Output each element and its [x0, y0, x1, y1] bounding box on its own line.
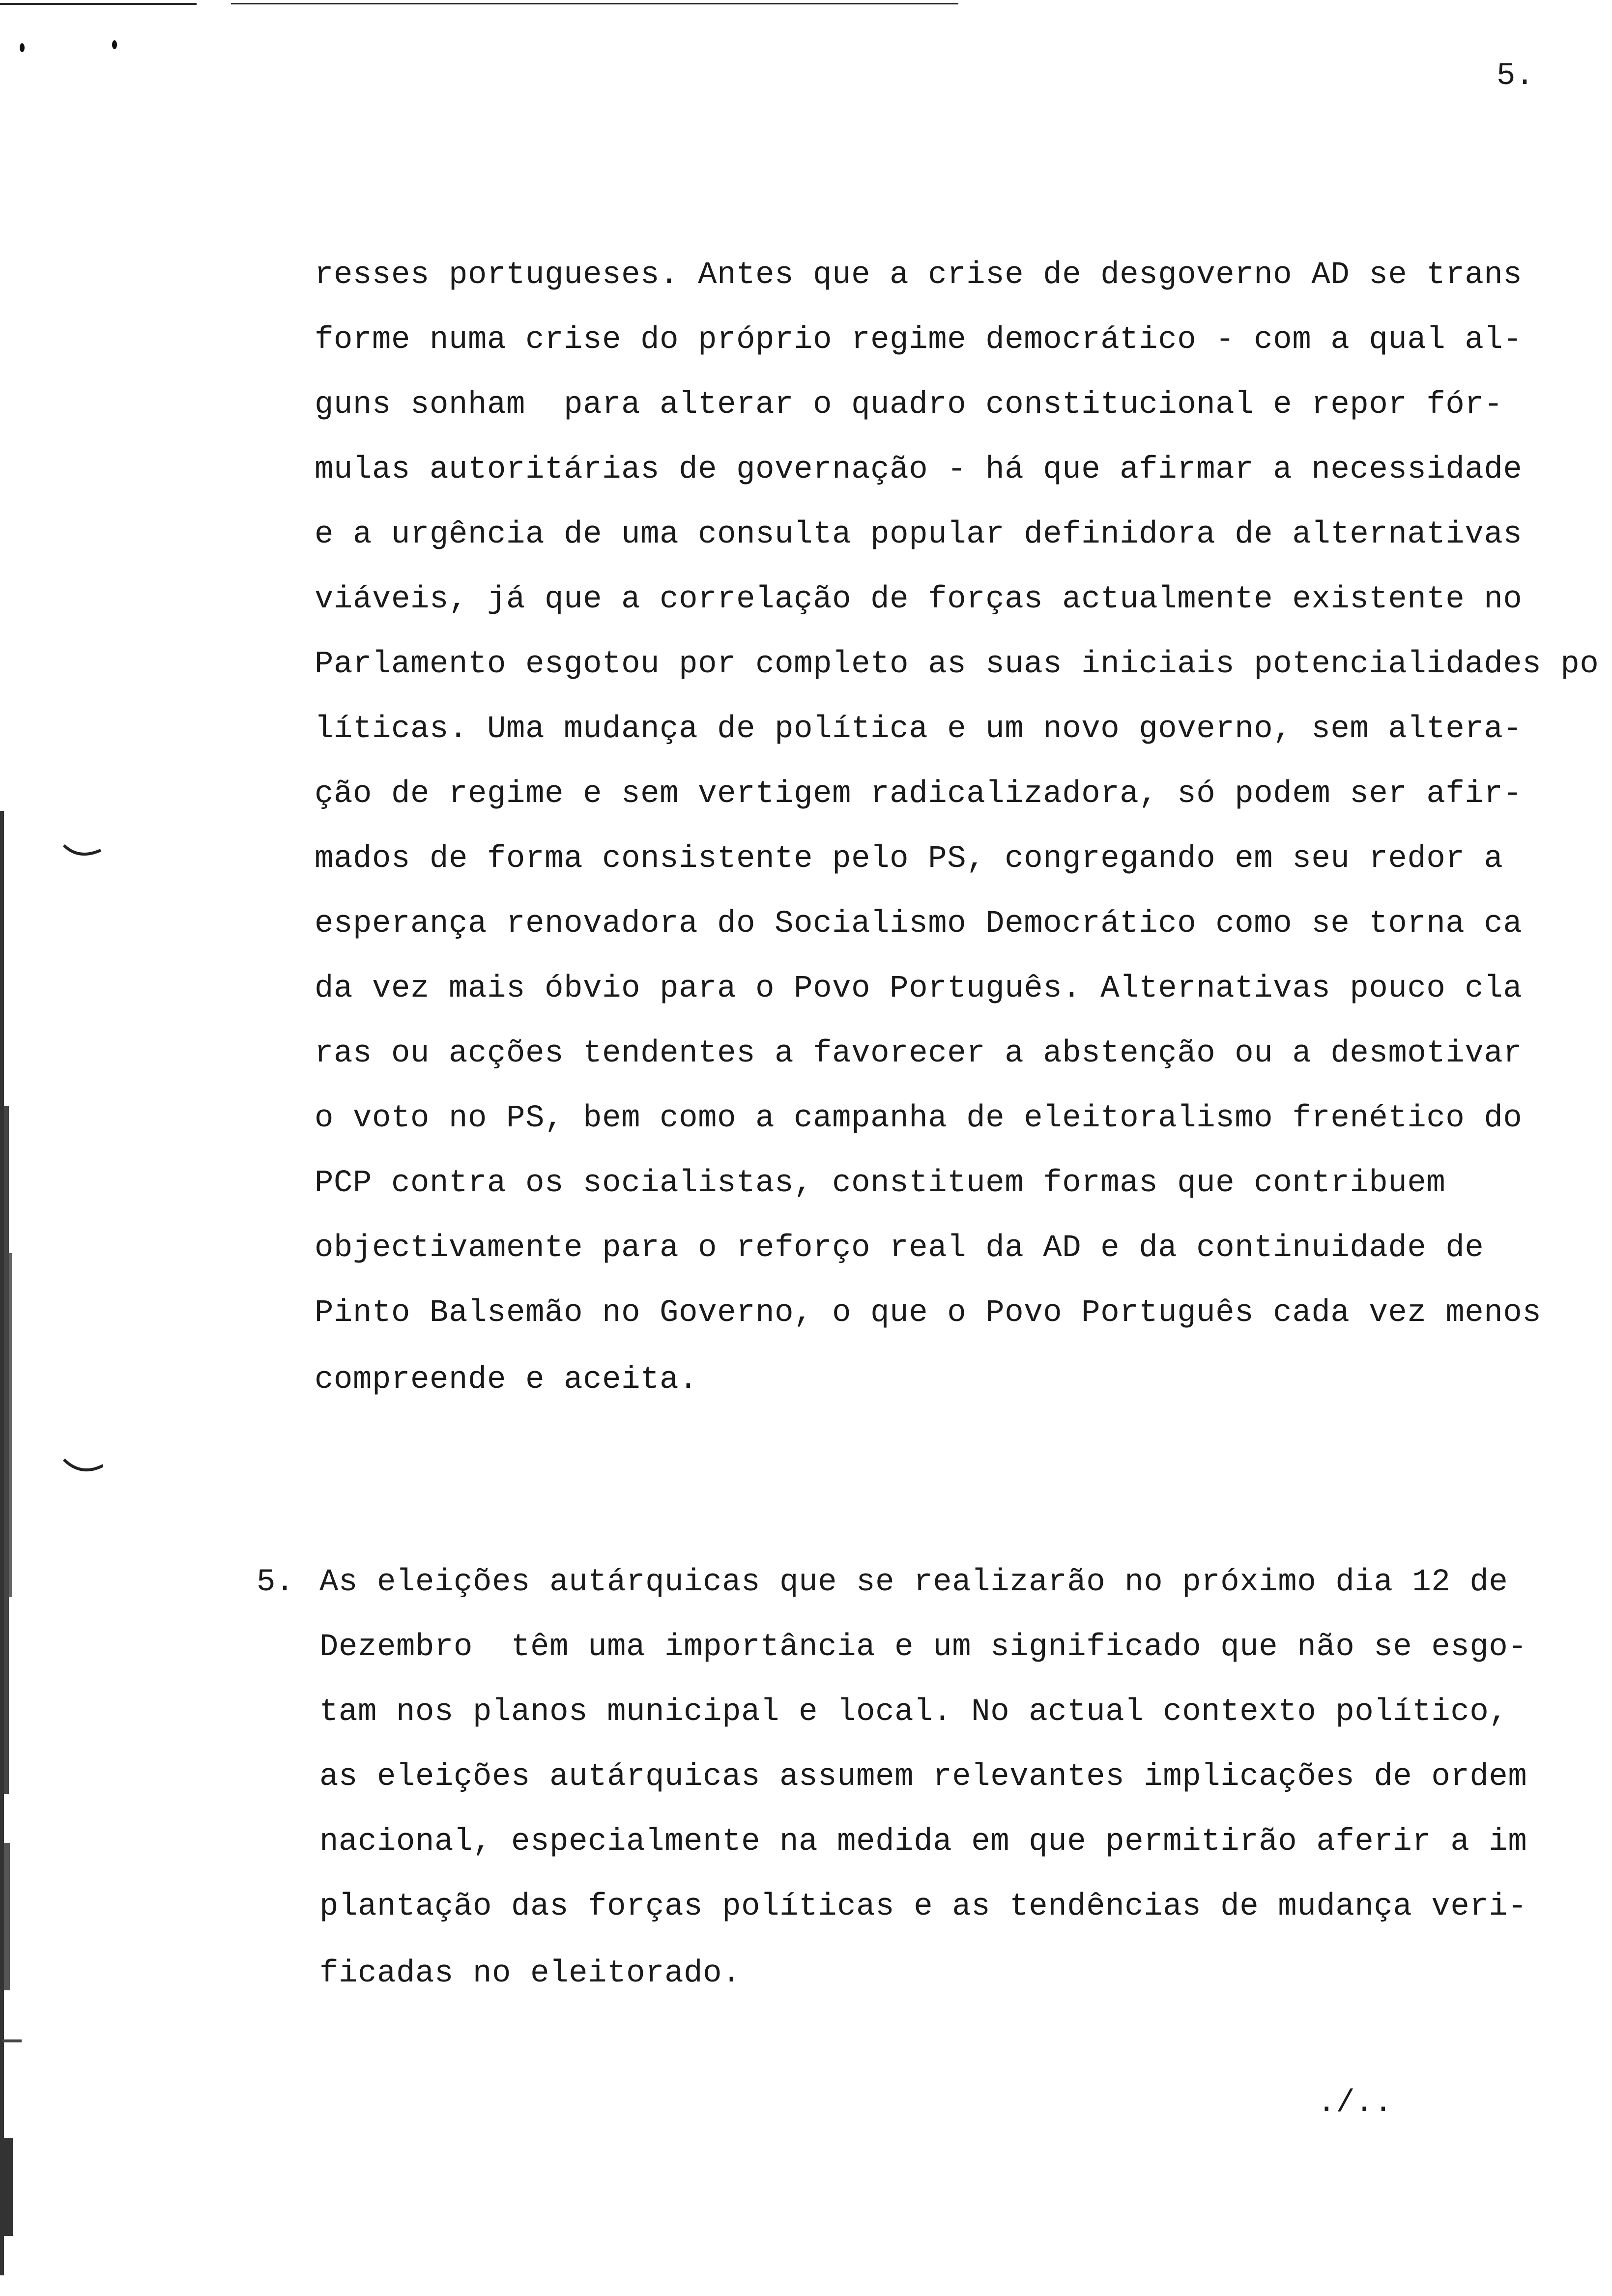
item-number: 5.: [257, 1565, 294, 1600]
text-line: da vez mais óbvio para o Povo Português. Alternativas pouco cla: [315, 971, 1523, 1006]
text-line: mados de forma consistente pelo PS, congregando em seu redor a: [315, 841, 1503, 877]
page-number: 5.: [1497, 58, 1534, 94]
text-line: as eleições autárquicas assumem relevantes implicações de ordem: [319, 1759, 1527, 1795]
text-line: objectivamente para o reforço real da AD e da continuidade de: [315, 1231, 1484, 1266]
text-line: viáveis, já que a correlação de forças actualmente existente no: [315, 582, 1523, 617]
text-line: Dezembro têm uma importância e um significado que não se esgo-: [319, 1630, 1527, 1665]
binding-edge: [0, 811, 34, 2275]
text-line: resses portugueses. Antes que a crise de desgoverno AD se trans: [315, 258, 1523, 293]
scan-speck: [20, 43, 25, 52]
text-line: ção de regime e sem vertigem radicalizadora, só podem ser afir-: [315, 776, 1523, 812]
continuation-mark: ./..: [1317, 2086, 1393, 2121]
text-line: Pinto Balsemão no Governo, o que o Povo Português cada vez menos: [315, 1295, 1542, 1331]
scan-speck: [112, 40, 117, 49]
text-line: As eleições autárquicas que se realizarão no próximo dia 12 de: [319, 1565, 1508, 1600]
text-line: Parlamento esgotou por completo as suas iniciais potencialidades po: [315, 647, 1599, 682]
text-line: ficadas no eleitorado.: [319, 1956, 742, 1991]
text-line: forme numa crise do próprio regime democrático - com a qual al-: [315, 322, 1523, 358]
text-line: guns sonham para alterar o quadro constitucional e repor fór-: [315, 387, 1503, 423]
text-line: o voto no PS, bem como a campanha de eleitoralismo frenético do: [315, 1101, 1523, 1136]
top-rule-left: [0, 3, 197, 5]
text-line: mulas autoritárias de governação - há que afirmar a necessidade: [315, 452, 1523, 488]
text-line: e a urgência de uma consulta popular definidora de alternativas: [315, 517, 1523, 552]
text-line: ras ou acções tendentes a favorecer a abstenção ou a desmotivar: [315, 1036, 1523, 1071]
text-line: nacional, especialmente na medida em que permitirão aferir a im: [319, 1824, 1527, 1860]
text-line: plantação das forças políticas e as tendências de mudança veri-: [319, 1889, 1527, 1924]
text-line: PCP contra os socialistas, constituem formas que contribuem: [315, 1166, 1446, 1201]
text-line: esperança renovadora do Socialismo Democrático como se torna ca: [315, 906, 1523, 942]
text-line: líticas. Uma mudança de política e um novo governo, sem altera-: [315, 712, 1523, 747]
text-line: compreende e aceita.: [315, 1362, 698, 1398]
text-line: tam nos planos municipal e local. No actual contexto político,: [319, 1694, 1508, 1730]
top-rule-right: [231, 3, 958, 4]
